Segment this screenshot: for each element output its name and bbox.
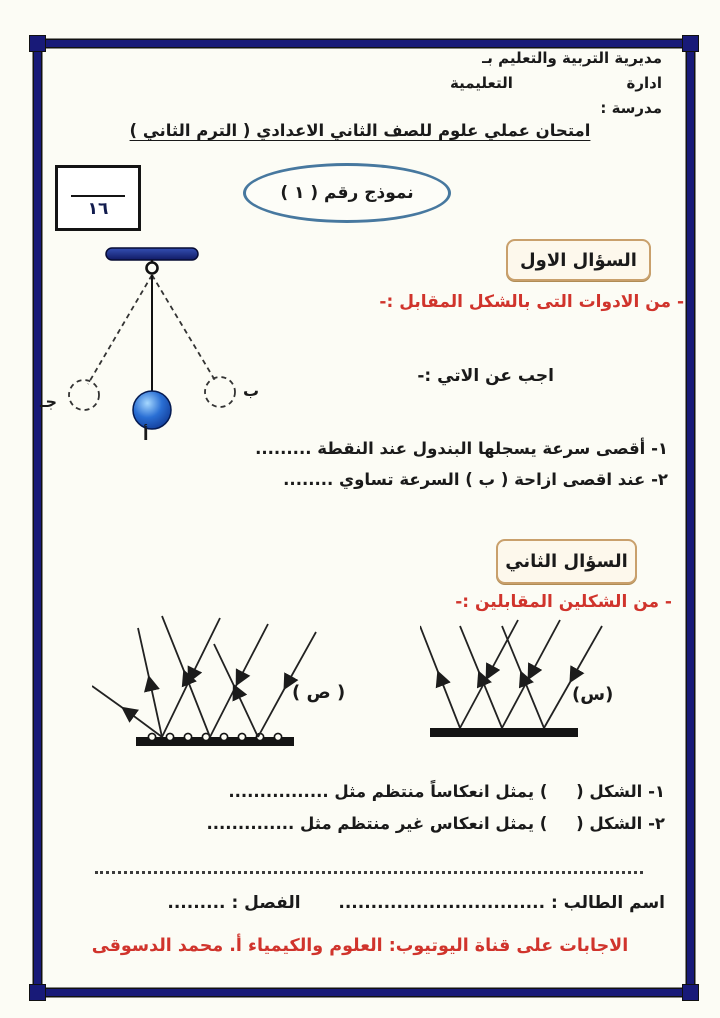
pendulum-ghost-bob-left — [69, 380, 99, 410]
directorate-line: مديرية التربية والتعليم بـ — [482, 49, 662, 67]
pendulum-point-c-label: جـ — [40, 392, 57, 411]
frame-corner-ornament — [29, 984, 46, 1001]
frame-corner-ornament — [682, 35, 699, 52]
student-info-line — [167, 893, 665, 913]
administration-line — [450, 71, 662, 96]
question1-item-2: ٢- عند اقصى ازاحة ( ب ) السرعة تساوي ........ — [283, 470, 668, 489]
question1-heading: السؤال الاول — [506, 239, 651, 281]
pendulum-hook-icon — [147, 263, 158, 274]
dotted-separator — [95, 871, 643, 874]
question1-prompt: - من الادوات التى بالشكل المقابل :- — [379, 292, 684, 312]
model-number-badge: نموذج رقم ( ١ ) — [243, 163, 451, 223]
question1-item-1: ١- أقصى سرعة يسجلها البندول عند النقطة ......... — [255, 439, 668, 458]
regular-reflection-figure — [420, 616, 668, 748]
pendulum-bob — [133, 391, 171, 429]
pendulum-ghost-bob-right — [205, 377, 235, 407]
educational-label: التعليمية — [450, 74, 513, 92]
smooth-surface — [430, 728, 578, 737]
rough-surface — [136, 737, 294, 746]
answers-channel-note: الاجابات على قناة اليوتيوب: العلوم والكيمياء أ. محمد الدسوقى — [91, 936, 629, 956]
exam-title: امتحان عملي علوم للصف الثاني الاعدادي ( الترم الثاني ) — [129, 121, 591, 140]
question2-items — [207, 776, 666, 840]
pendulum-figure — [30, 242, 280, 467]
frame-corner-ornament — [29, 35, 46, 52]
pendulum-string-left-dashed — [88, 275, 152, 384]
pendulum-support-bar — [106, 248, 198, 260]
pendulum-point-b-label: ب — [243, 381, 260, 400]
figure-s-label: (س) — [572, 684, 614, 705]
student-name-blank: ................................ — [338, 893, 546, 913]
question2-item-1: ١- الشكل ( ) يمثل انعكاساً منتظم مثل ................ — [228, 782, 665, 801]
pendulum-point-a-label: أ — [143, 425, 149, 444]
figure-sad-label: ( ص ) — [292, 682, 346, 703]
class-blank: ......... — [167, 893, 226, 913]
question1-items — [255, 433, 668, 495]
score-total: ١٦ — [87, 199, 109, 219]
letterhead — [450, 46, 662, 121]
frame-corner-ornament — [682, 984, 699, 1001]
score-box — [55, 165, 141, 231]
administration-label: ادارة — [626, 74, 662, 92]
school-line: مدرسة : — [600, 99, 662, 117]
question2-item-2: ٢- الشكل ( ) يمثل انعكاس غير منتظم مثل .............. — [206, 814, 665, 833]
class-label: الفصل : — [231, 893, 301, 913]
score-fraction-bar — [71, 168, 125, 197]
pendulum-string-right-dashed — [152, 275, 216, 382]
question2-heading: السؤال الثاني — [496, 539, 637, 584]
student-name-label: اسم الطالب : — [550, 893, 665, 913]
question2-prompt: - من الشكلين المقابلين :- — [455, 592, 672, 612]
question1-subprompt: اجب عن الاتي :- — [417, 366, 554, 386]
